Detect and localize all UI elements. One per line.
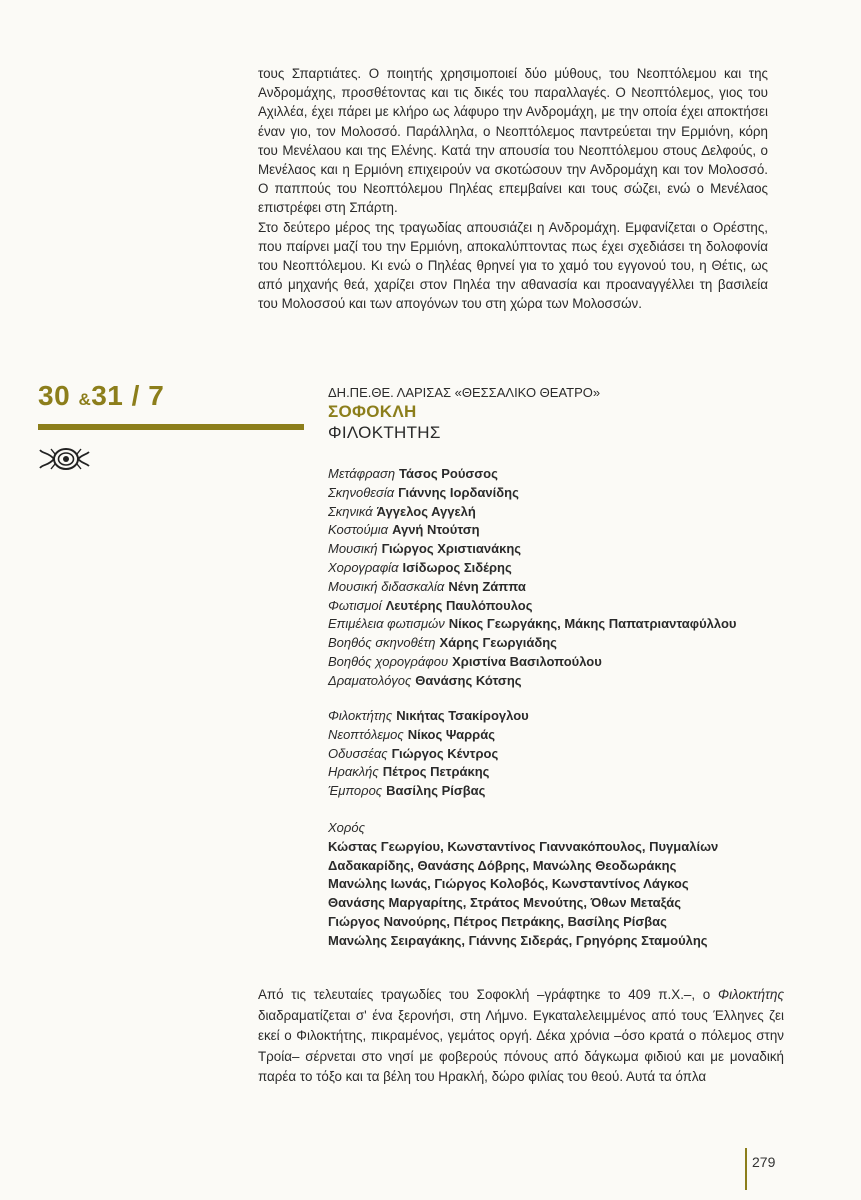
author-name: ΣΟΦΟΚΛΗ bbox=[328, 402, 417, 421]
credit-name: Θανάσης Κότσης bbox=[415, 672, 522, 688]
credit-role: Μουσική διδασκαλία bbox=[328, 578, 445, 594]
credit-role: Σκηνοθεσία bbox=[328, 484, 395, 500]
credit-name: Ισίδωρος Σιδέρης bbox=[402, 559, 512, 575]
credit-role: Δραματολόγος bbox=[328, 672, 412, 688]
performance-date bbox=[38, 380, 304, 416]
page-number: 279 bbox=[752, 1154, 776, 1170]
cast-name: Νίκος Ψαρράς bbox=[407, 726, 495, 742]
page-number-rule bbox=[745, 1148, 747, 1190]
chorus-line: Μανώλης Ιωνάς, Γιώργος Κολοβός, Κωνσταντίνος Λάγκος bbox=[328, 876, 689, 892]
credit-row bbox=[328, 465, 788, 484]
cast-name: Πέτρος Πετράκης bbox=[382, 764, 490, 780]
cast-name: Γιώργος Κέντρος bbox=[391, 745, 499, 761]
date-underline bbox=[38, 424, 304, 430]
credit-row bbox=[328, 634, 788, 653]
cast-list bbox=[328, 707, 788, 801]
synopsis-play-title: Φιλοκτήτης bbox=[717, 987, 784, 1002]
production-heading bbox=[328, 384, 768, 443]
intro-text bbox=[258, 64, 768, 314]
credit-name: Νένη Ζάππα bbox=[448, 578, 526, 594]
credit-name: Χριστίνα Βασιλοπούλου bbox=[452, 653, 602, 669]
credit-role: Κοστούμια bbox=[328, 522, 389, 538]
credit-name: Άγγελος Αγγελή bbox=[376, 503, 476, 519]
cast-role: Νεοπτόλεμος bbox=[328, 726, 404, 742]
date-month: 7 bbox=[148, 380, 165, 411]
chorus-line: Δαδακαρίδης, Θανάσης Δόβρης, Μανώλης Θεοδωράκης bbox=[328, 857, 677, 873]
credit-role: Χορογραφία bbox=[328, 559, 399, 575]
credit-row bbox=[328, 521, 788, 540]
cast-role: Οδυσσέας bbox=[328, 745, 388, 761]
theatre-name: ΔΗ.ΠΕ.ΘΕ. ΛΑΡΙΣΑΣ «ΘΕΣΣΑΛΙΚΟ ΘΕΑΤΡΟ» bbox=[328, 385, 601, 400]
credit-row bbox=[328, 653, 788, 672]
credit-name: Αγνή Ντούτση bbox=[392, 522, 480, 538]
cast-name: Νικήτας Τσακίρογλου bbox=[396, 708, 529, 723]
chorus-line: Θανάσης Μαργαρίτης, Στράτος Μενούτης, Όθων Μεταξάς bbox=[328, 895, 682, 911]
cast-name: Βασίλης Ρίσβας bbox=[386, 783, 486, 799]
synopsis-lead: Από τις τελευταίες τραγωδίες του Σοφοκλή –γράφτηκε το 409 π.Χ.–, ο bbox=[258, 987, 718, 1002]
chorus-names bbox=[328, 838, 788, 951]
credit-row bbox=[328, 672, 788, 691]
credit-row bbox=[328, 597, 788, 616]
credit-name: Νίκος Γεωργάκης, Μάκης Παπατριανταφύλλου bbox=[448, 616, 737, 632]
credit-row bbox=[328, 540, 788, 559]
credit-role: Σκηνικά bbox=[328, 503, 373, 519]
spiral-fish-ornament-icon bbox=[38, 446, 90, 472]
credit-row bbox=[328, 559, 788, 578]
cast-row bbox=[328, 763, 788, 782]
synopsis-paragraph bbox=[258, 985, 784, 1088]
chorus-line: Μανώλης Σειραγάκης, Γιάννης Σιδεράς, Γρηγόρης Σταμούλης bbox=[328, 932, 708, 948]
credit-name: Γιάννης Ιορδανίδης bbox=[398, 484, 519, 500]
performance-date-block bbox=[38, 380, 304, 477]
cast-role: Φιλοκτήτης bbox=[328, 708, 393, 723]
cast-row bbox=[328, 726, 788, 745]
synopsis-body: διαδραματίζεται σ' ένα ξερονήσι, στη Λήμνο. Εγκαταλελειμμένος από τους Έλληνες ζει εκεί ο Φιλοκτήτης, πικραμένος, γεμάτος οργή. Δέκα χρόνια –όσο κρατά ο πόλεμος στην Τροία– σέρνεται στο νησί με φοβερούς πόνους από δάγκωμα φιδιού και με μοναδική παρέα το τόξο και τα βέλη του Ηρακλή, δώρο φιλίας του θεού. Αυτά τα όπλα bbox=[258, 1007, 784, 1084]
synopsis-text bbox=[258, 985, 784, 1088]
credit-name: Λευτέρης Παυλόπουλος bbox=[385, 597, 533, 613]
credit-role: Μετάφραση bbox=[328, 466, 396, 481]
chorus-line: Γιώργος Νανούρης, Πέτρος Πετράκης, Βασίλης Ρίσβας bbox=[328, 913, 667, 929]
credit-role: Μουσική bbox=[328, 541, 378, 557]
chorus-line: Κώστας Γεωργίου, Κωνσταντίνος Γιαννακόπουλος, Πυγμαλίων bbox=[328, 838, 719, 854]
date-day-1: 30 bbox=[38, 380, 71, 411]
intro-paragraph-2: Στο δεύτερο μέρος της τραγωδίας απουσιάζει η Ανδρομάχη. Εμφανίζεται ο Ορέστης, που παίρνει μαζί του την Ερμιόνη, αποκαλύπτοντας πως έχει σχεδιάσει τη δολοφονία του Νεοπτόλεμου. Κι ενώ ο Πηλέας θρηνεί για το χαμό του εγγονού του, η Θέτις, ως από μηχανής θεά, χαρίζει στον Πηλέα την αθανασία και προαναγγέλλει τη βασιλεία του Μολοσσού και των απογόνων του στη χώρα των Μολοσσών. bbox=[258, 219, 768, 312]
credit-row bbox=[328, 503, 788, 522]
cast-row bbox=[328, 707, 788, 726]
chorus-section bbox=[328, 819, 788, 951]
credit-name: Τάσος Ρούσσος bbox=[399, 466, 498, 481]
credit-row bbox=[328, 578, 788, 597]
credit-role: Φωτισμοί bbox=[328, 597, 382, 613]
cast-row bbox=[328, 782, 788, 801]
credit-row bbox=[328, 484, 788, 503]
date-day-2: 31 bbox=[91, 380, 124, 411]
credit-row bbox=[328, 615, 788, 634]
production-credits bbox=[328, 465, 788, 691]
credit-name: Χάρης Γεωργιάδης bbox=[439, 635, 557, 651]
cast-row bbox=[328, 745, 788, 764]
play-title: ΦΙΛΟΚΤΗΤΗΣ bbox=[328, 423, 441, 442]
chorus-label: Χορός bbox=[328, 820, 365, 835]
date-separator: / bbox=[131, 380, 140, 411]
intro-paragraph-1: τους Σπαρτιάτες. Ο ποιητής χρησιμοποιεί δύο μύθους, του Νεοπτόλεμου και της Ανδρομάχης, προσθέτοντας και τις δικές του παραλλαγές. Ο Νεοπτόλεμος, γιος του Αχιλλέα, έχει πάρει με κλήρο ως λάφυρο την Ανδρομάχη, με την οποία έχει αποκτήσει έναν γιο, τον Μολοσσό. Παράλληλα, ο Νεοπτόλεμος παντρεύεται την Ερμιόνη, κόρη του Μενέλαου και της Ελένης. Κατά την απουσία του Νεοπτόλεμου στους Δελφούς, ο Μενέλαος και η Ερμιόνη επιχειρούν να σκοτώσουν την Ανδρομάχη και τον Μολοσσό. Ο παππούς του Νεοπτόλεμου Πηλέας επεμβαίνει και τους σώζει, ενώ ο Μενέλαος επιστρέφει στη Σπάρτη. bbox=[258, 66, 768, 216]
credit-name: Γιώργος Χριστιανάκης bbox=[381, 541, 522, 557]
credit-role: Βοηθός χορογράφου bbox=[328, 653, 449, 669]
cast-role: Ηρακλής bbox=[328, 764, 379, 780]
credit-role: Βοηθός σκηνοθέτη bbox=[328, 635, 436, 651]
cast-role: Έμπορος bbox=[328, 783, 383, 799]
credit-role: Επιμέλεια φωτισμών bbox=[328, 616, 445, 632]
date-ampersand: & bbox=[78, 390, 92, 409]
